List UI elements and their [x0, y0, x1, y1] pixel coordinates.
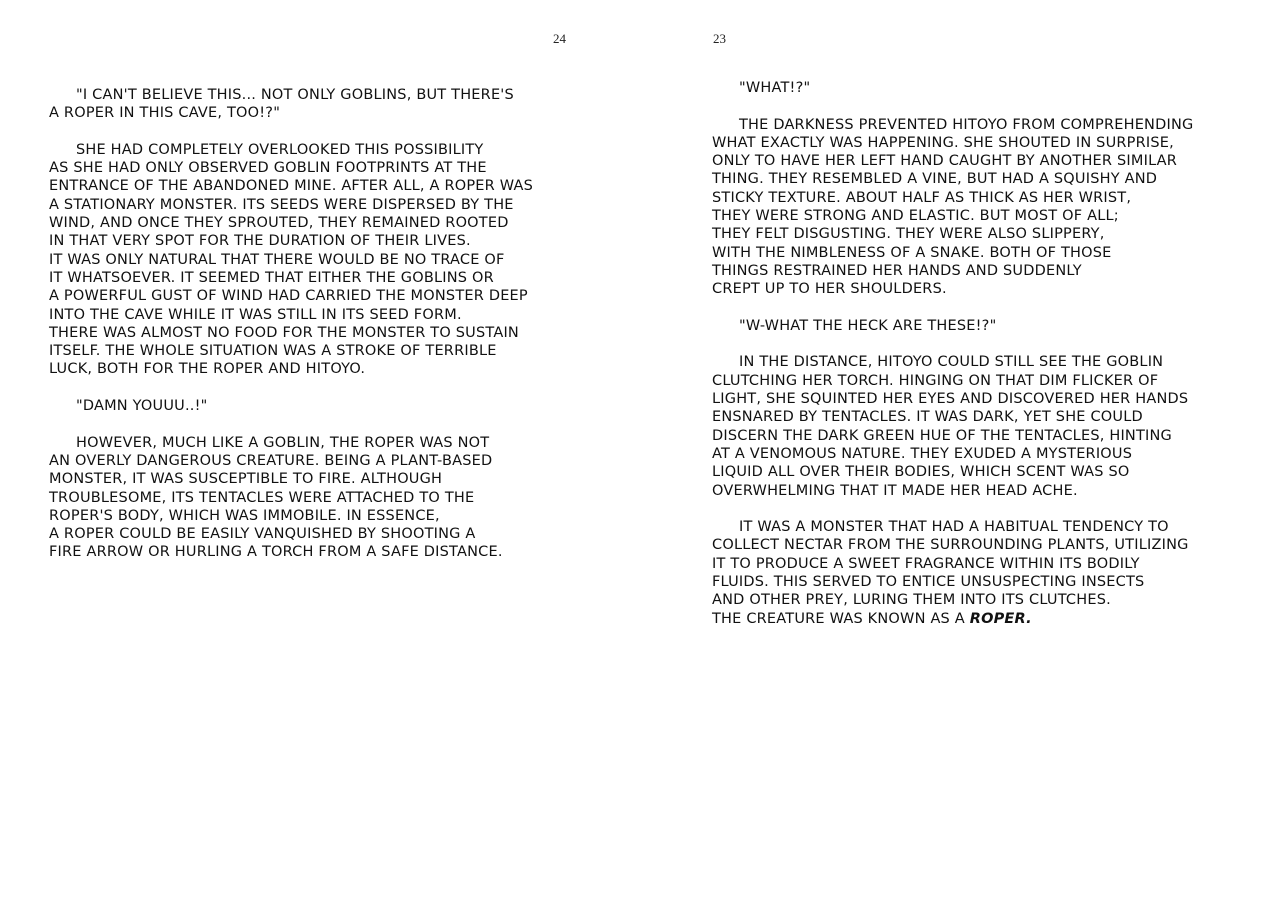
paragraph: [712, 353, 1222, 499]
text-line: THE DARKNESS PREVENTED HITOYO FROM COMPREHENDING: [739, 116, 1194, 133]
text-line: AND OTHER PREY, LURING THEM INTO ITS CLUTCHES.: [712, 592, 1111, 609]
text-line: WITH THE NIMBLENESS OF A SNAKE. BOTH OF THOSE: [712, 244, 1112, 261]
text-line: LIGHT, SHE SQUINTED HER EYES AND DISCOVERED HER HANDS: [712, 391, 1189, 408]
text-line: MONSTER, IT WAS SUSCEPTIBLE TO FIRE. ALTHOUGH: [49, 471, 443, 488]
page-number: 24: [553, 31, 566, 46]
text-line: AT A VENOMOUS NATURE. THEY EXUDED A MYSTERIOUS: [712, 445, 1133, 462]
text-line: ROPER'S BODY, WHICH WAS IMMOBILE. IN ESSENCE,: [49, 507, 440, 524]
text-line: CLUTCHING HER TORCH. HINGING ON THAT DIM FLICKER OF: [712, 372, 1159, 389]
text-line: A STATIONARY MONSTER. ITS SEEDS WERE DISPERSED BY THE: [49, 196, 514, 213]
emphasized-word: ROPER.: [969, 610, 1032, 627]
text-line: ENTRANCE OF THE ABANDONED MINE. AFTER ALL, A ROPER WAS: [49, 178, 533, 195]
text-line: A POWERFUL GUST OF WIND HAD CARRIED THE MONSTER DEEP: [49, 288, 528, 305]
text-line: IN THE DISTANCE, HITOYO COULD STILL SEE THE GOBLIN: [739, 354, 1164, 371]
paragraph: [49, 397, 559, 415]
text-line: IT TO PRODUCE A SWEET FRAGRANCE WITHIN ITS BODILY: [712, 555, 1140, 572]
text-line: FLUIDS. THIS SERVED TO ENTICE UNSUSPECTING INSECTS: [712, 574, 1145, 591]
text-line: STICKY TEXTURE. ABOUT HALF AS THICK AS HER WRIST,: [712, 189, 1132, 206]
text-line: THERE WAS ALMOST NO FOOD FOR THE MONSTER TO SUSTAIN: [49, 324, 519, 341]
paragraph: [712, 518, 1222, 628]
text-line: HOWEVER, MUCH LIKE A GOBLIN, THE ROPER WAS NOT: [76, 434, 490, 451]
text-line: "DAMN YOUUU..!": [76, 398, 208, 415]
text-line: FIRE ARROW OR HURLING A TORCH FROM A SAFE DISTANCE.: [49, 544, 503, 561]
paragraph: [49, 86, 559, 123]
page-text: [712, 79, 1222, 646]
text-line: WIND, AND ONCE THEY SPROUTED, THEY REMAINED ROOTED: [49, 215, 509, 232]
right-page: [640, 0, 1280, 905]
text-line: [712, 610, 1222, 628]
text-line: THING. THEY RESEMBLED A VINE, BUT HAD A SQUISHY AND: [712, 171, 1158, 188]
text-line: "I CAN'T BELIEVE THIS... NOT ONLY GOBLINS, BUT THERE'S: [76, 87, 514, 103]
text-line: ENSNARED BY TENTACLES. IT WAS DARK, YET SHE COULD: [712, 409, 1143, 426]
text-line: AS SHE HAD ONLY OBSERVED GOBLIN FOOTPRINTS AT THE: [49, 160, 487, 177]
text-line: INTO THE CAVE WHILE IT WAS STILL IN ITS SEED FORM.: [49, 306, 462, 323]
page-number: 23: [713, 31, 726, 46]
text-line: ITSELF. THE WHOLE SITUATION WAS A STROKE OF TERRIBLE: [49, 343, 497, 360]
text-line: THINGS RESTRAINED HER HANDS AND SUDDENLY: [712, 262, 1082, 279]
text-line: SHE HAD COMPLETELY OVERLOOKED THIS POSSIBILITY: [76, 141, 484, 158]
text-line: LUCK, BOTH FOR THE ROPER AND HITOYO.: [49, 361, 366, 378]
paragraph: [712, 79, 1222, 97]
text-line: AN OVERLY DANGEROUS CREATURE. BEING A PLANT-BASED: [49, 452, 493, 469]
text-line: "W-WHAT THE HECK ARE THESE!?": [739, 317, 997, 334]
text-line: A ROPER IN THIS CAVE, TOO!?": [49, 105, 281, 122]
text-line: THEY WERE STRONG AND ELASTIC. BUT MOST OF ALL;: [712, 208, 1119, 225]
paragraph: [712, 317, 1222, 335]
text-line: IN THAT VERY SPOT FOR THE DURATION OF THEIR LIVES.: [49, 233, 471, 250]
text-line: THEY FELT DISGUSTING. THEY WERE ALSO SLIPPERY,: [712, 226, 1105, 243]
paragraph: [49, 434, 559, 562]
text-line: IT WAS A MONSTER THAT HAD A HABITUAL TENDENCY TO: [739, 519, 1169, 536]
paragraph: [49, 141, 559, 379]
text-line: A ROPER COULD BE EASILY VANQUISHED BY SHOOTING A: [49, 526, 476, 543]
text-line: IT WAS ONLY NATURAL THAT THERE WOULD BE NO TRACE OF: [49, 251, 505, 268]
text-line: IT WHATSOEVER. IT SEEMED THAT EITHER THE GOBLINS OR: [49, 269, 494, 286]
text-line: LIQUID ALL OVER THEIR BODIES, WHICH SCENT WAS SO: [712, 464, 1130, 481]
text-line: COLLECT NECTAR FROM THE SURROUNDING PLANTS, UTILIZING: [712, 537, 1189, 554]
text-line: WHAT EXACTLY WAS HAPPENING. SHE SHOUTED IN SURPRISE,: [712, 134, 1174, 151]
paragraph: [712, 116, 1222, 299]
page-text: [49, 86, 559, 580]
text-line-prefix: THE CREATURE WAS KNOWN AS A: [712, 610, 970, 627]
text-line: CREPT UP TO HER SHOULDERS.: [712, 281, 947, 298]
text-line: "WHAT!?": [739, 80, 811, 96]
text-line: DISCERN THE DARK GREEN HUE OF THE TENTACLES, HINTING: [712, 427, 1172, 444]
text-line: TROUBLESOME, ITS TENTACLES WERE ATTACHED TO THE: [49, 489, 475, 506]
text-line: ONLY TO HAVE HER LEFT HAND CAUGHT BY ANOTHER SIMILAR: [712, 153, 1178, 170]
text-line: OVERWHELMING THAT IT MADE HER HEAD ACHE.: [712, 482, 1078, 499]
